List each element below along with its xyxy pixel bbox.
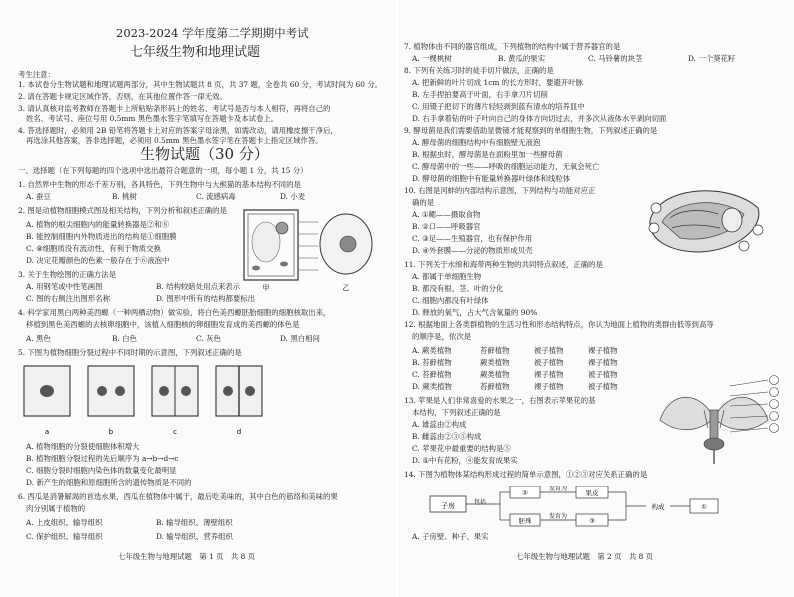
footer: 七年级生物与地理试题 第 2 页 共 8 页	[516, 552, 654, 561]
q4-option-d: D. 黑白相间	[280, 334, 320, 343]
q8-option-a: A. 把新鲜的叶片切成 1cm 的长方形时，要避开叶脉	[412, 78, 584, 87]
page-2	[398, 0, 794, 597]
q8-option-b: B. 左手捏拍要高于叶面，右手拿刀片切削	[412, 90, 548, 99]
q13-option-a: A. 雄蕊由②构成	[412, 420, 467, 429]
q12-row-b-3: 被子植物	[534, 358, 564, 367]
q1-option-b: B. 桃树	[112, 192, 137, 201]
q13-option-b: B. 雌蕊由②③⑤构成	[412, 432, 482, 441]
q7-option-c: C. 马铃薯的块茎	[588, 54, 643, 63]
q11-option-d: D. 释放的氧气，占大气含氧量的 90%	[412, 308, 538, 317]
q6-stem-2: 肉分别属于植物的	[26, 504, 86, 513]
q5-option-a: A. 植物细胞的分裂使细胞体积增大	[26, 442, 140, 451]
q1-option-c: C. 流感病毒	[196, 192, 236, 201]
stage-d	[216, 366, 262, 436]
q13-option-c: C. 苹果花中最重要的结构是⑤	[412, 444, 511, 453]
stage-a	[24, 366, 70, 436]
q11-option-b: B. 都没有根、茎、叶的分化	[412, 284, 504, 293]
flow-develop-2: 发育为	[548, 513, 568, 520]
q6-option-c: C. 保护组织、输导组织	[26, 532, 103, 541]
q9-stem: 9. 酵母菌是我们需要借助显微镜才能观察到的单细胞生物，下列叙述正确的是	[404, 126, 658, 135]
q10-stem-2: 确的是	[412, 198, 435, 207]
stage-label-a: a	[44, 428, 50, 436]
q3-option-d: D. 图形中所有的结构都要标出	[156, 294, 256, 303]
q3-option-c: C. 图的右侧注出图形名称	[26, 294, 110, 303]
q11-option-c: C. 细胞内都没有叶绿体	[412, 296, 489, 305]
q6-option-d: D. 输导组织、营养组织	[156, 532, 233, 541]
q12-stem-2: 的顺序是，依次是	[412, 332, 472, 341]
q2-option-c: C. ⑧细胞质没有流动性，有利于物质交换	[26, 244, 161, 253]
note-3: 3. 请认真核对监考教师在答题卡上所粘贴条形码上的姓名、考试号是否与本人相符，再将自己的	[18, 104, 331, 113]
q9-option-b: B. 根据虫时，酵母菌是在面粉里加一些酵母菌	[412, 150, 563, 159]
q7-option-a: A. 一棵桃树	[412, 54, 452, 63]
flow-circle-1: ①	[701, 503, 707, 511]
q2-option-b: B. 能控制细胞内外物质进出的结构是①细胞膜	[26, 232, 177, 241]
page-1	[0, 0, 396, 597]
plant-nucleus	[276, 222, 288, 234]
q11-stem: 11. 下列关于水绵和海带两种生物的共同特点叙述，正确的是	[404, 260, 603, 269]
note-2: 2. 请在答题卡规定区域作答，否则，在其他位置作答一律无效。	[18, 92, 227, 101]
q2-option-a: A. 植物的根尖细胞内的能量转换器是②和⑧	[26, 220, 170, 229]
q1-stem: 1. 自然界中生物的形态千差万别，各具特色，下列生物中与大熊猫的基本结构不同的是	[18, 180, 301, 189]
q8-option-d: D. 右手拿着钻的叶子叶向自己的身体方向切过去，并多次从液体水平剥向切面	[412, 114, 667, 123]
q3-option-a: A. 用钢笔或中性笔画图	[26, 282, 103, 291]
section-title: 生物试题（30 分）	[140, 145, 269, 163]
q11-option-a: A. 都属于单细胞生物	[412, 272, 482, 281]
fig-label-yi: 乙	[342, 284, 350, 292]
q12-row-b-4: 裸子植物	[588, 358, 618, 367]
subject-title: 七年级生物和地理试题	[130, 45, 261, 60]
footer: 七年级生物与地理试题 第 1 页 共 8 页	[118, 552, 256, 561]
q9-option-c: C. 酵母菌中的一些——呼吸的细胞运动能力，无氧会死亡	[412, 162, 600, 171]
q12-row-b-1: B. 苔藓植物	[412, 358, 452, 367]
notes-heading: 考生注意：	[18, 70, 55, 79]
q8-option-c: C. 用镊子把切下的薄片轻轻剥到蓝有清水的培养皿中	[412, 102, 585, 111]
stage-label-c: c	[173, 428, 177, 436]
q12-row-c-4: 被子植物	[588, 370, 618, 379]
q12-row-a-1: A. 蕨类植物	[412, 346, 452, 355]
q10-option-c: C. ③足——生殖器官，也有保护作用	[412, 234, 533, 243]
stage-c	[152, 366, 198, 436]
mussel-diagram	[640, 180, 770, 260]
note-1: 1. 本试卷分生物试题和地理试题两部分，其中生物试题共 8 页，共 37 题，全卷共 60 分，考试时间为 60 分。	[18, 80, 383, 89]
flow-include: 包括	[473, 499, 487, 506]
q5-stem: 5. 下图为植物细胞分裂过程中不同时期的示意图，下列叙述正确的是	[18, 348, 242, 357]
q12-row-d-3: 裸子植物	[534, 382, 564, 391]
q14-option-a: A. 子房壁、种子、果实	[412, 532, 489, 541]
q6-option-a: A. 上皮组织、输导组织	[26, 518, 103, 527]
apple-flower-diagram	[650, 370, 790, 466]
q10-stem: 10. 右图是河蚌的内部结构示意图，下列结构与功能对应正	[404, 186, 596, 195]
q12-row-a-3: 被子植物	[534, 346, 564, 355]
q2-option-d: D. 决定花瓣颜色的色素一般存在于⑥液泡中	[26, 256, 170, 265]
q5-option-d: D. 新产生的细胞和原细胞所含的遗传物质是不同的	[26, 478, 192, 487]
chloroplast	[280, 262, 288, 267]
flow-develop-1: 发育为	[548, 486, 568, 492]
q7-option-b: B. 黄瓜的果实	[498, 54, 546, 63]
q12-row-d-4: 被子植物	[588, 382, 618, 391]
q6-option-b: B. 输导组织、薄壁组织	[156, 518, 233, 527]
fig-label-jia: 甲	[262, 284, 270, 292]
stage-label-d: d	[236, 428, 242, 436]
flow-circle-3: ③	[589, 517, 595, 525]
q4-stem-2: 移植到黑色美西螈的去核卵细胞中，该植入细胞核的卵细胞发育成的美西螈的体色是	[26, 320, 300, 329]
q4-option-b: B. 白色	[112, 334, 137, 343]
note-6: 再选涂其他答案，答非选择题，必须用 0.5mm 黑色墨水签字笔在答题卡上指定区域作答。	[26, 136, 323, 145]
q5-option-c: C. 细胞分裂时细胞内染色体的数量变化最明显	[26, 466, 177, 475]
q4-stem: 4. 科学家用黑白两种美西螈（一种两栖动物）做实验，将白色美西螈胚胎细胞的细胞核取出来，	[18, 308, 331, 317]
stage-b	[88, 366, 134, 436]
q12-row-a-2: 苔藓植物	[480, 346, 510, 355]
cell-division-diagram	[22, 360, 282, 440]
flow-pericarp: 果皮	[585, 489, 599, 497]
q12-row-d-1: D. 蕨类植物	[412, 382, 452, 391]
chloroplast	[252, 266, 260, 271]
q12-row-d-2: 苔藓植物	[480, 382, 510, 391]
q4-option-c: C. 灰色	[196, 334, 221, 343]
note-5: 4. 答选择题时，必须用 2B 铅笔将答题卡上对应的答案字母涂黑，如需改动，请用橡皮擦干净后，	[18, 126, 338, 135]
q10-option-d: D. ④外套膜——分泌的物质形成贝壳	[412, 246, 533, 255]
q10-option-b: B. ②口——呼吸器官	[412, 222, 481, 231]
part-title: 一、选择题（在下列每题的四个选项中选出最符合题意的一项，每小题 1 分，共 15 分）	[18, 166, 308, 175]
flow-ovule: 胚珠	[518, 517, 532, 525]
q7-stem: 7. 植物体由不同的器官组成，下列植物的结构中属于营养器官的是	[404, 42, 621, 51]
q3-stem: 3. 关于生物绘图的正确方法是	[18, 270, 117, 279]
note-4: 姓名、考试号、座位号用 0.5mm 黑色墨水签字笔填写在答题卡及本试卷上。	[26, 114, 279, 123]
q12-row-b-2: 蕨类植物	[480, 358, 510, 367]
q7-option-d: D. 一个葵花籽	[688, 54, 736, 63]
q12-row-c-2: 蕨类植物	[480, 370, 510, 379]
q2-stem: 2. 图是动植物细胞模式图及相关结构，下列分析和叙述正确的是	[18, 206, 227, 215]
cell-diagram	[238, 204, 378, 292]
q13-option-d: D. ⑤中有花粉，④能发育成果实	[412, 456, 518, 465]
q14-stem: 14. 下图为植物体某结构形成过程的简单示意图，①②③对应关系正确的是	[404, 470, 648, 479]
q3-option-b: B. 结构较暗处用点来表示	[156, 282, 241, 291]
q12-row-a-4: 裸子植物	[588, 346, 618, 355]
animal-nucleus	[340, 236, 356, 252]
q10-option-a: A. ①鳃——摄取食物	[412, 210, 481, 219]
flow-circle-2: ②	[522, 489, 528, 497]
exam-title: 2023-2024 学年度第二学期期中考试	[116, 26, 309, 40]
q4-option-a: A. 黑色	[26, 334, 51, 343]
q8-stem: 8. 下列有关练习时的徒手切片做法，正确的是	[404, 66, 554, 75]
flow-compose: 构成	[651, 503, 665, 511]
q9-option-a: A. 酵母菌的细胞结构中有细胞壁无液泡	[412, 138, 541, 147]
q12-row-c-3: 裸子植物	[534, 370, 564, 379]
q5-option-b: B. 植物细胞分裂过程的先后顺序为 a→b→d→c	[26, 454, 179, 463]
q9-option-d: D. 酵母菌的细胞中有能量转换器叶绿体和线粒体	[412, 174, 571, 183]
q13-stem-2: 本结构，下列叙述正确的是	[412, 408, 501, 417]
q1-option-a: A. 蚕豆	[26, 192, 51, 201]
q12-stem: 12. 根据地面上各类群植物的生活习性和形态结构特点，你认为地面上植物的类群由低等到高等	[404, 320, 714, 329]
q13-stem: 13. 苹果是人们非常喜爱的水果之一，右图表示苹果花的基	[404, 396, 596, 405]
stage-label-b: b	[108, 428, 114, 436]
q1-option-d: D. 小麦	[280, 192, 306, 201]
q6-stem: 6. 西瓜是消暑解渴的首选水果，西瓜在植物体中属于，最后吃美味的，其中白色的筋络和美味的果	[18, 492, 338, 501]
q12-row-c-1: C. 苔藓植物	[412, 370, 452, 379]
flow-ovary: 子房	[441, 502, 455, 510]
